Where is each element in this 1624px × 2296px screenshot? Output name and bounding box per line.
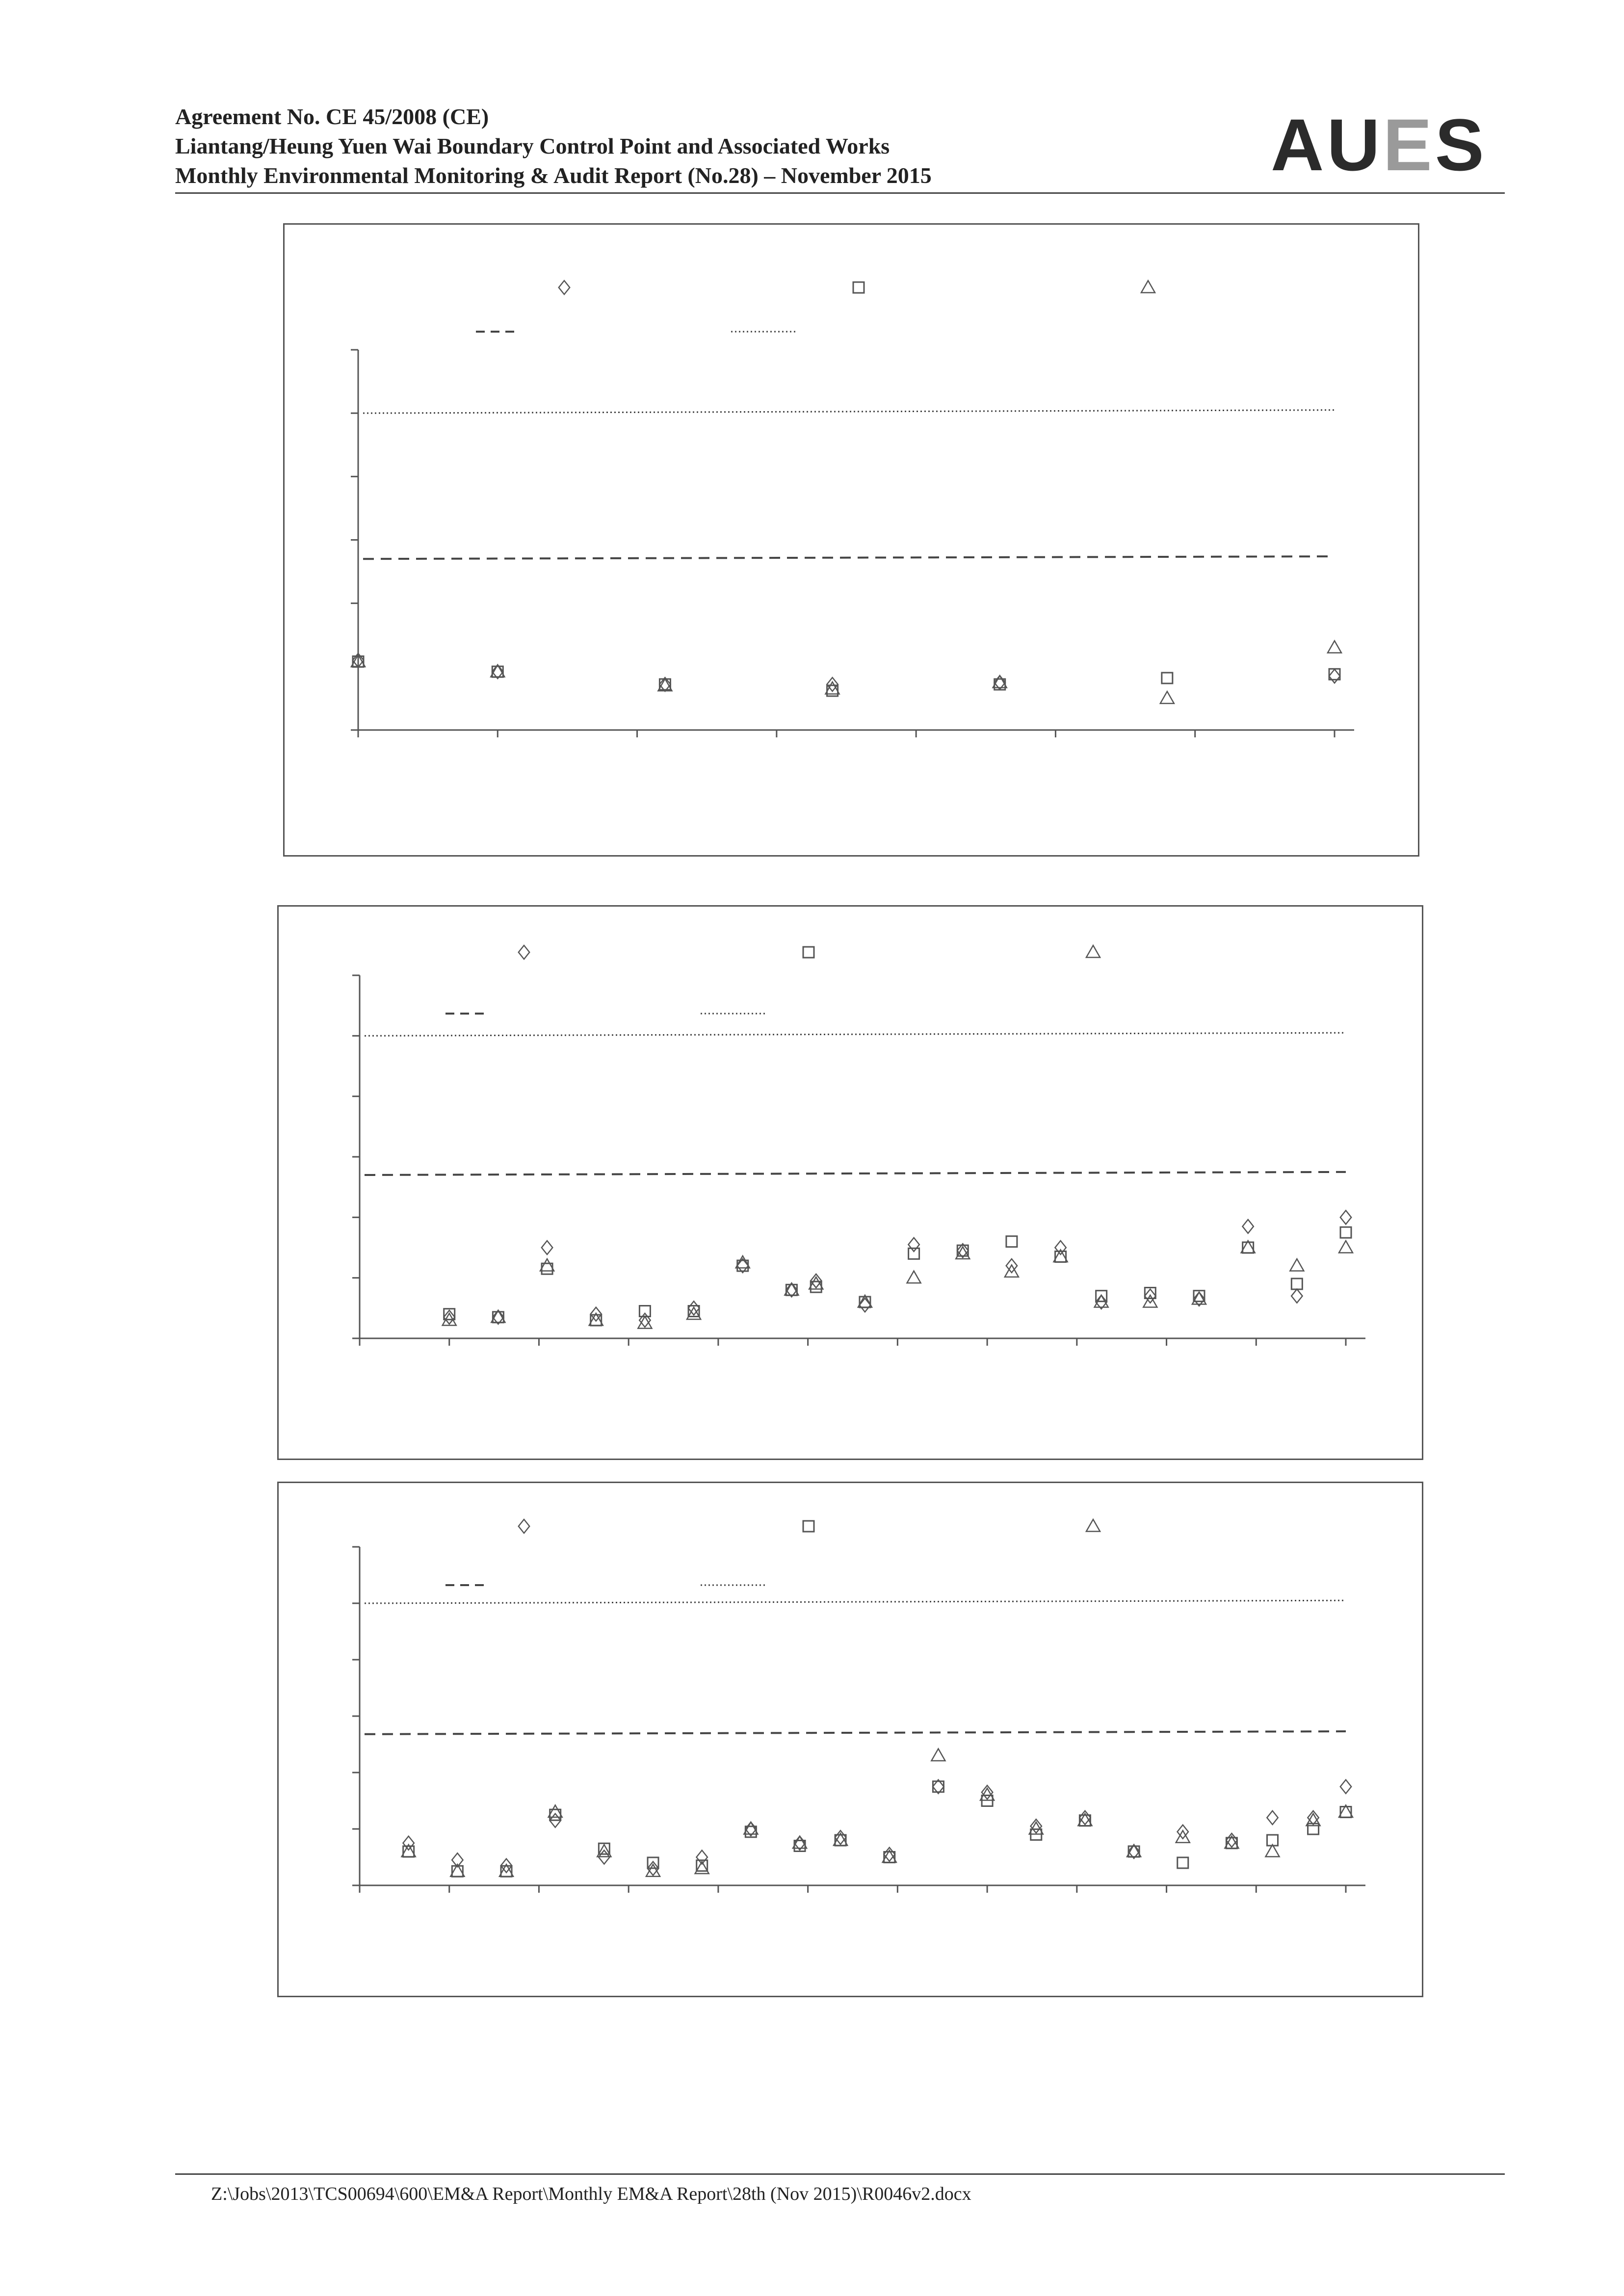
action-level-line xyxy=(365,1731,1346,1734)
data-point-triangle xyxy=(907,1271,921,1283)
data-point-triangle xyxy=(1160,691,1174,704)
data-point-square xyxy=(639,1306,650,1317)
data-point-diamond xyxy=(403,1836,414,1850)
data-point-diamond xyxy=(860,1298,870,1312)
data-point-triangle xyxy=(1290,1259,1304,1271)
chart-am6 xyxy=(283,223,1419,857)
legend-marker-diamond xyxy=(519,1519,529,1533)
data-point-diamond xyxy=(1291,1289,1302,1303)
legend-marker-triangle xyxy=(1086,945,1100,958)
data-point-triangle xyxy=(1328,641,1341,653)
aues-logo: AUES xyxy=(1271,104,1487,186)
limit-level-line xyxy=(363,410,1335,413)
data-point-square xyxy=(933,1781,943,1792)
data-point-square xyxy=(1178,1857,1188,1868)
legend-marker-square xyxy=(803,947,814,958)
data-point-diamond xyxy=(1242,1220,1253,1233)
report-line: Monthly Environmental Monitoring & Audit Report (No.28) – November 2015 xyxy=(175,163,932,188)
data-point-square xyxy=(1340,1227,1351,1238)
data-point-square xyxy=(909,1248,919,1259)
legend-marker-square xyxy=(803,1521,814,1532)
data-point-diamond xyxy=(1340,1780,1351,1794)
data-point-diamond xyxy=(1267,1811,1278,1825)
legend-marker-triangle xyxy=(1141,281,1155,293)
action-level-line xyxy=(363,556,1335,559)
data-point-triangle xyxy=(1339,1241,1353,1253)
data-point-square xyxy=(1006,1236,1017,1247)
limit-level-line xyxy=(365,1600,1346,1603)
chart-am8 xyxy=(277,1482,1423,1997)
project-line: Liantang/Heung Yuen Wai Boundary Control Point and Associated Works xyxy=(175,133,890,158)
chart-am8-svg xyxy=(279,1483,1422,1996)
data-point-diamond xyxy=(1329,669,1340,683)
agreement-line: Agreement No. CE 45/2008 (CE) xyxy=(175,104,489,129)
action-level-line xyxy=(365,1172,1346,1175)
report-header xyxy=(175,102,932,190)
data-point-triangle xyxy=(931,1749,945,1761)
data-point-square xyxy=(1291,1278,1302,1289)
file-path: Z:\Jobs\2013\TCS00694\600\EM&A Report\Monthly EM&A Report\28th (Nov 2015)\R0046v2.docx xyxy=(211,2184,971,2204)
data-point-triangle xyxy=(1265,1845,1279,1857)
chart-am6-svg xyxy=(285,225,1418,855)
chart-am7b-svg xyxy=(279,907,1422,1459)
legend-marker-diamond xyxy=(559,281,570,294)
data-point-diamond xyxy=(1055,1241,1066,1254)
limit-level-line xyxy=(365,1033,1346,1036)
legend-marker-triangle xyxy=(1086,1519,1100,1532)
chart-am7b xyxy=(277,905,1423,1460)
legend-marker-square xyxy=(853,282,864,293)
data-point-square xyxy=(1162,673,1173,683)
footer-divider xyxy=(175,2173,1505,2175)
header-divider xyxy=(175,192,1505,194)
data-point-diamond xyxy=(542,1241,552,1254)
data-point-diamond xyxy=(908,1238,919,1252)
data-point-diamond xyxy=(1340,1210,1351,1224)
legend-marker-diamond xyxy=(519,945,529,959)
